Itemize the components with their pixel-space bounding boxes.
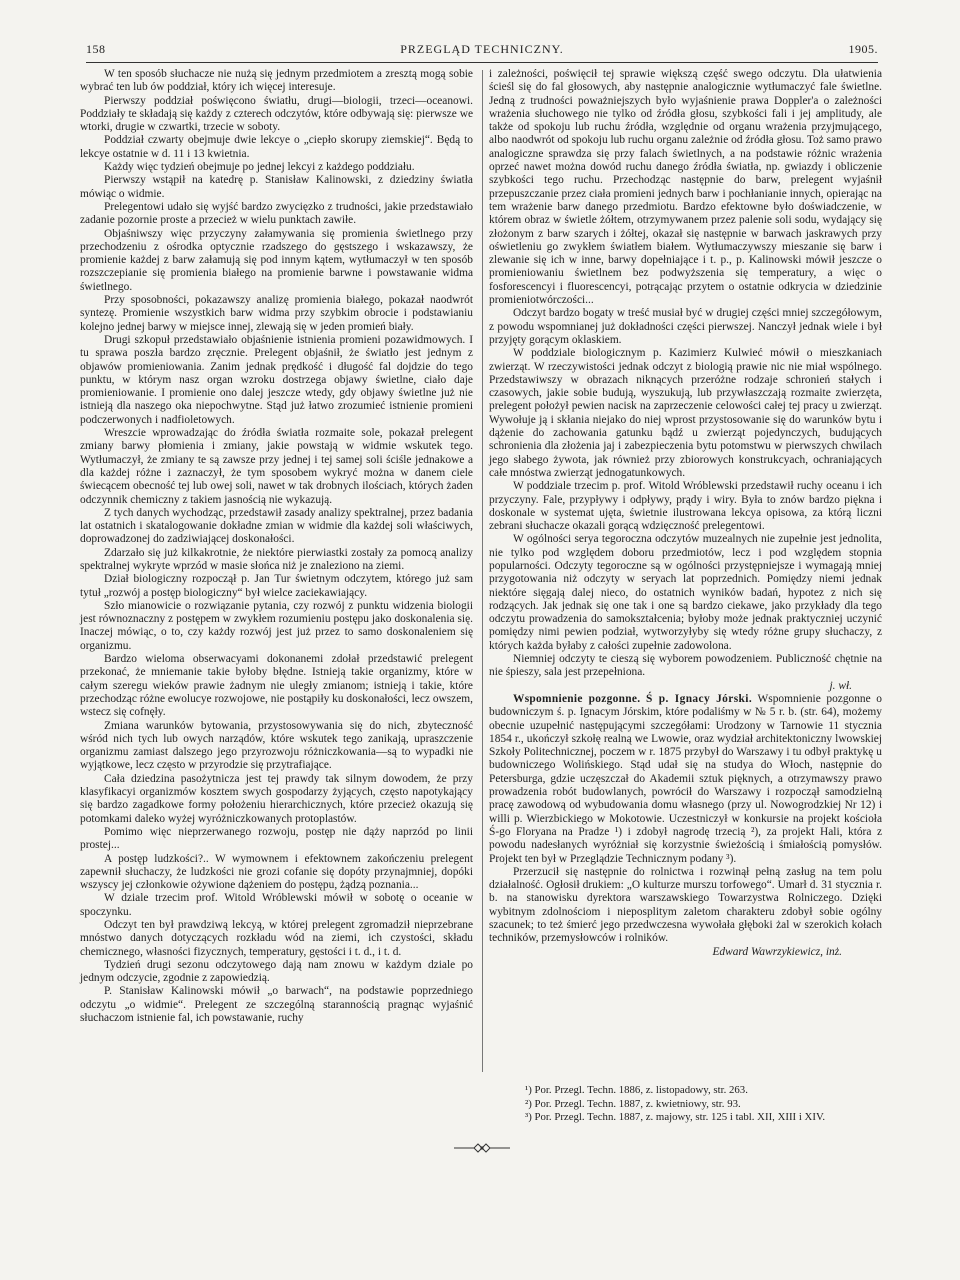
footnote: ³) Por. Przegl. Techn. 1887, z. majowy, str. 125 i tabl. XII, XIII i XIV.	[525, 1111, 826, 1123]
obituary-signature: Edward Wawrzykiewicz, inż.	[712, 945, 842, 958]
header-rule	[86, 62, 878, 63]
paragraph: A postęp ludzkości?.. W wymownem i efektownem zakończeniu prelegent zapewnił słuchaczy, że ludzkości nie grozi cofanie się dopóty przynajmniej, dopóki wszyscy jej członkowie ożywione dążeniem do postępu, żądzą poznania...	[80, 852, 473, 892]
paragraph: Pierwszy wstąpił na katedrę p. Stanisław Kalinowski, z dziedziny światła mówiąc o widmie.	[80, 174, 473, 200]
paragraph: Przerzucił się następnie do rolnictwa i rozwinął pełną zasług na tem polu działalność. Ogłosił drukiem: „O kulturze murszu torfowego“. Umarł d. 31 stycznia r. b. na stanowisku dyrektora warszawskiego Towarzystwa Rolniczego. Dzięki wybitnym zdolnościom i nieposplitym zaletom charakteru zdobył sobie ogólny szacunek; to też śmierć jego przedwczesna wywołała głęboki żal w szerokich kołach techników, przemysłowców i rolników.	[489, 865, 882, 945]
paragraph: Odczyt ten był prawdziwą lekcyą, w której prelegent zgromadził nieprzebrane mnóstwo danych dotyczących rozkładu wód na ziemi, ich czystości, składu chemicznego, własności fizycznych, temperatury, gęstości i t. d., i t. d.	[80, 919, 473, 958]
paragraph: W ogólności serya tegoroczna odczytów muzealnych nie zupełnie jest jednolita, nie tylko pod względem doboru przedmiotów, lecz i pod względem stopnia popularności. Odczyty tegoroczne są w ogólności przystępniejsze i wymagają mniej przygotowania niż odczyty w seryach lat poprzednich. Pomiędzy niemi jednak niektóre sięgają dalej nieco, do ostatnich wyników badań, hypotez z nich się rodzących. Jak jednak się one tak i one są bardzo ciekawe, jako przykłady dla tego odczytu prowadzenia do samokształcenia; byłoby może jednak praktyczniej uczynić pomiędzy nimi pewien podział, wytworzyłyby się wtedy różne grupy słuchaczy, z których każda byłaby z całości zupełnie zadowolona.	[489, 533, 882, 652]
obituary-heading: Wspomnienie pozgonne.	[513, 692, 641, 705]
paragraph: Zmiana warunków bytowania, przystosowywania się do nich, zbyteczność wśród nich tych lub owych narządów, które wskutek tego zanikają, upraszczenie organizmu zamiast dalszego jego przyrozwoju różniczkowania—są to wypadki nie wyjątkowe, lecz często w przyrodzie się przytrafiające.	[80, 719, 473, 772]
paragraph: Pomimo więc nieprzerwanego rozwoju, postęp nie dąży naprzód po linii prostej...	[80, 825, 473, 852]
page-header	[86, 36, 878, 58]
paragraph: Z tych danych wychodząc, przedstawił zasady analizy spektralnej, przez badania lat ostatnich i skatalogowanie dokładne zmian w widmie dla każdej soli właściwych, doprowadzonej do zadziwiającej doskonałości.	[80, 506, 473, 546]
author-signature: j. wł.	[829, 679, 852, 692]
paragraph: Przy sposobności, pokazawszy analizę promienia białego, pokazał naodwrót syntezę. Promienie wszystkich barw widma przy szybkim obrocie i podstawianiu kolejno jednej barwy w miejsce innej, zlewają się w jeden promień biały.	[80, 294, 473, 333]
column-divider	[482, 70, 483, 1072]
paragraph: Poddział czwarty obejmuje dwie lekcye o „ciepło skorupy ziemskiej“. Będą to lekcye ostatnie w d. 11 i 13 kwietnia.	[80, 134, 473, 160]
paragraph: Niemniej odczyty te cieszą się wyborem powodzeniem. Publiczność chętnie na nie śpieszy, sala jest przepełniona.	[489, 653, 882, 679]
paragraph: P. Stanisław Kalinowski mówił „o barwach“, na podstawie poprzedniego odczytu „o widmie“. Prelegent ze szczególną starannością pragnąc wyjaśnić słuchaczom istnienie fal, ich powstawanie, ruchy	[80, 985, 473, 1025]
obituary-text: Wspomnienie pozgonne o budowniczym ś. p. Ignacym Jórskim, które podaliśmy w № 5 r. b. (str. 64), możemy obecnie uzupełnić następującymi szczegółami: Urodzony w Tarnowie 11 stycznia 1854 r., ukończył szkołę realną we Lwowie, oraz wydział architektoniczny lwowskiej Szkoły Politechnicznej, poczem w r. 1875 przybył do Warszawy i tu odbył praktykę u budowniczego Wolińskiego. Stąd udał się na studya do Włoch, następnie do Petersburga, gdzie uczęszczał do Akademii sztuk pięknych, a otrzymawszy prawo prowadzenia robót budowlanych, powrócił do Warszawy i rozpoczął samodzielną pracę zawodową od wybudowania domu własnego (przy ul. Nowogrodzkiej Nr 12) i willi p. Wierzbickiego w Mokotowie. Uczestniczył w konkursie na projekt kościoła Ś-go Floryana na Pradze ¹) i zdobył nagrodę trzecią ²), za projekt Hali, która z powodu nadesłanych wyróżniał się korzystnie świeżością i śmiałością pomysłów. Projekt ten był w Przeglądzie Technicznym podany ³).	[489, 692, 882, 865]
paragraph: Bardzo wieloma obserwacyami dokonanemi zdołał przedstawić prelegent przekonać, że mniemanie takie byłoby błędne. Istnieją takie organizmy, które w całym szeregu wieków prawie żadnym nie uległy zmianom; istnieją i takie, które przechodząc różne ewolucye rozwojowe, nie postąpiły ku doskonałości, lecz owszem, wstecz się cofnęły.	[80, 653, 473, 719]
page-number: 158	[86, 42, 106, 56]
paragraph: W dziale trzecim prof. Witold Wróblewski mówił w sobotę o oceanie w spoczynku.	[80, 892, 473, 918]
paragraph: W poddziale trzecim p. prof. Witold Wróblewski przedstawił ruchy oceanu i ich przyczyny. Fale, przypływy i odpływy, prądy i wiry. Była to znów bardzo piękna i doskonale w systemat ujęta, świetnie ilustrowana lekcya opisowa, za którą liczni zebrani słuchacze okazali gorącą wdzięczność prelegentowi.	[489, 480, 882, 533]
publication-year: 1905.	[848, 42, 878, 56]
paragraph: Cała dziedzina pasożytnicza jest tej prawdy tak silnym dowodem, że przy klasyfikacyi organizmów kosztem swych gospodarzy żyjących, często napotykający się bardzo zagadkowe formy położeniu hierarchicznych, które przecież okazują się potomkami daleko wyżej wyróżniczkowanych protoplastów.	[80, 772, 473, 825]
paragraph: Tydzień drugi sezonu odczytowego dają nam znowu w każdym dziale po jednym odczycie, zgodnie z zapowiedzią.	[80, 958, 473, 985]
footnote: ¹) Por. Przegl. Techn. 1886, z. listopadowy, str. 263.	[525, 1084, 748, 1096]
footnote: ²) Por. Przegl. Techn. 1887, z. kwietniowy, str. 93.	[525, 1097, 741, 1110]
fleuron-graphic	[452, 1141, 512, 1155]
paragraph: Prelegentowi udało się wyjść bardzo zwycięzko z trudności, jakie przedstawiało zadanie pozornie proste a przecież w wielu punktach zawiłe.	[80, 200, 473, 227]
paragraph: Wreszcie wprowadzając do źródła światła rozmaite sole, pokazał prelegent zmiany barwy płomienia i zmiany, jakie powstają w widmie wskutek tego. Wytłumaczył, że zmiany te są zawsze przy jednej i tej samej soli ściśle jednakowe a dla każdej różne i zaznaczył, że tym sposobem wykryć można w danem ciele świecącem obecność tej lub owej soli, nawet w tak drobnych ilościach, których żaden odczynnik chemiczny z takiem jasnością nie wykazują.	[80, 427, 473, 506]
right-column	[489, 68, 882, 959]
paragraph: Szło mianowicie o rozwiązanie pytania, czy rozwój z punktu widzenia biologii jest równoznaczny z postępem w zwykłem rozumieniu postępu jako doskonalenia się. Inaczej mówiąc, o to, czy każdy rozwój jest już przez to samo doskonaleniem się organizmu.	[80, 599, 473, 652]
paragraph: Zdarzało się już kilkakrotnie, że niektóre pierwiastki zostały za pomocą analizy spektralnej wykryte wprzód w masie słońca niż je znaleziono na ziemi.	[80, 546, 473, 572]
paragraph: Każdy więc tydzień obejmuje po jednej lekcyi z każdego poddziału.	[104, 161, 415, 174]
paragraph: W poddziale biologicznym p. Kazimierz Kulwieć mówił o mieszkaniach zwierząt. W rzeczywistości jednak odczyt z biologią prawie nic nie miał wspólnego. Przedstawiwszy w obrazach niknących przeróżne rodzaje schronień stałych i czasowych, jakie sobie budują, wyszukują, lub przywłaszczają rozmaite zwierzęta, prelegent położył pewien nacisk na zaprzeczenie celowości całej tej pracy u zwierząt. Wywołuje ją i skłania niejako do niej wprost przystosowanie się do warunków bytu i dążenie do zachowania gatunku bądź u zwierząt pojedynczych, budujących schronienia dla złożenia jaj i zabezpieczenia bytu potomstwu w pierwszych chwilach jego słabego żywota, jak również przy zbiorowych konstrukcyach, ochraniających całe mnóstwa zwierząt jednogatunkowych.	[489, 347, 882, 479]
obituary-paragraph	[489, 693, 882, 866]
paragraph: Dział biologiczny rozpoczął p. Jan Tur świetnym odczytem, którego już sam tytuł „rozwój a postęp biologiczny“ był wielce zaciekawiający.	[80, 573, 473, 599]
paragraph: Pierwszy poddział poświęcono światłu, drugi—biologii, trzeci—oceanowi. Poddziały te składają się każdy z czterech odczytów, które odbywają się: pierwsze we wtorki, drugie w czwartki, trzecie w soboty.	[80, 94, 473, 134]
paragraph: i zależności, poświęcił tej sprawie większą część swego odczytu. Dla ułatwienia ścieśl się do fal głosowych, aby następnie analogicznie wytłumaczyć fale świetlne. Jedną z trudności poważniejszych było wyjaśnienie prawa Doppler'a o zależności wrażenia słuchowego nie tylko od źródła głosu, szybkości fali i jej amplitudy, ale także od spokoju lub ruchu źródła, względnie od organu wrażenia przyjmującego, albo naodwrót od spokoju lub ruchu organu zależnie od źródła głosu. Toż samo prawo analogiczne sprawdza się przy falach świetlnych, a na podstawie różnic wrażenia oprzeć nawet można dowód ruchu danego źródła światła, np. gwiazdy i obliczenie szybkości tego ruchu. Przechodząc następnie do barw, prelegent wyjaśnił przepuszczanie przez ciała promieni jednych barw i pochłanianie innych, opierając na tem wrażenie barw danego przedmiotu. Bardzo efektowne było doświadczenie, w którem obraz w świetle żółtem, otrzymywanem przez palenie soli sodu, wydający się złożonym z barw szarych i żółtej, okazał się następnie w barwach jaskrawych przy oświetleniu go zwykłem światłem białem. Wytłumaczywszy mieszanie się barw i zlewanie się ich w inne, barwy dopełniające i t. p., p. Kalinowski mówił jeszcze o promieniowaniu świetlnem bez podwyższenia się temperatury, a więc o fosforescencyi i fluorescencyi, potrącając przytem o ostatnie odkrycia w dziedzinie promieniotwórczości...	[489, 68, 882, 307]
left-column	[80, 68, 473, 1025]
paragraph: Odczyt bardzo bogaty w treść musiał być w drugiej części mniej szczegółowym, z powodu wspomnianej już dokładności części pierwszej. Nanczył jednak wiele i był przyjęty gorącym oklaskiem.	[489, 307, 882, 346]
footnotes	[489, 1084, 882, 1125]
journal-title: PRZEGLĄD TECHNICZNY.	[400, 42, 564, 56]
paragraph: Objaśniwszy więc przyczyny załamywania się promienia świetlnego przy przechodzeniu z ośrodka optycznie rzadszego do gęstszego i wskazawszy, że promienie każdej z barw załamują się pod innym kątem, wytłumaczył w ten sposób rozszczepianie się promienia białego na promienie barwne i powstawanie widma świetlnego.	[80, 227, 473, 293]
paragraph: W ten sposób słuchacze nie nużą się jednym przedmiotem a zresztą mogą sobie wybrać ten lub ów poddział, który ich więcej interesuje.	[80, 68, 473, 94]
obituary-subject-name: Ś p. Ignacy Jórski.	[646, 692, 753, 705]
paragraph: Drugi szkopuł przedstawiało objaśnienie istnienia promieni pozawidmowych. I tu sprawa poszła bardzo zręcznie. Prelegent objaśnił, że światło jest jednym z objawów promieniowania. Zanim jednak prędkość i długość fal dojdzie do tego punktu, w którym nasz organ wzroku dostrzega objawy świetlne, ciało daje promieniowanie. I promienie ono dalej jeszcze wtedy, gdy objawy świetlne już nie istnieją dla naszego oka niepochwytne. Stąd już łatwo zrozumieć istnienie promieni podczerwonych i nadfioletowych.	[80, 333, 473, 426]
decorative-fleuron-icon	[452, 1141, 512, 1157]
